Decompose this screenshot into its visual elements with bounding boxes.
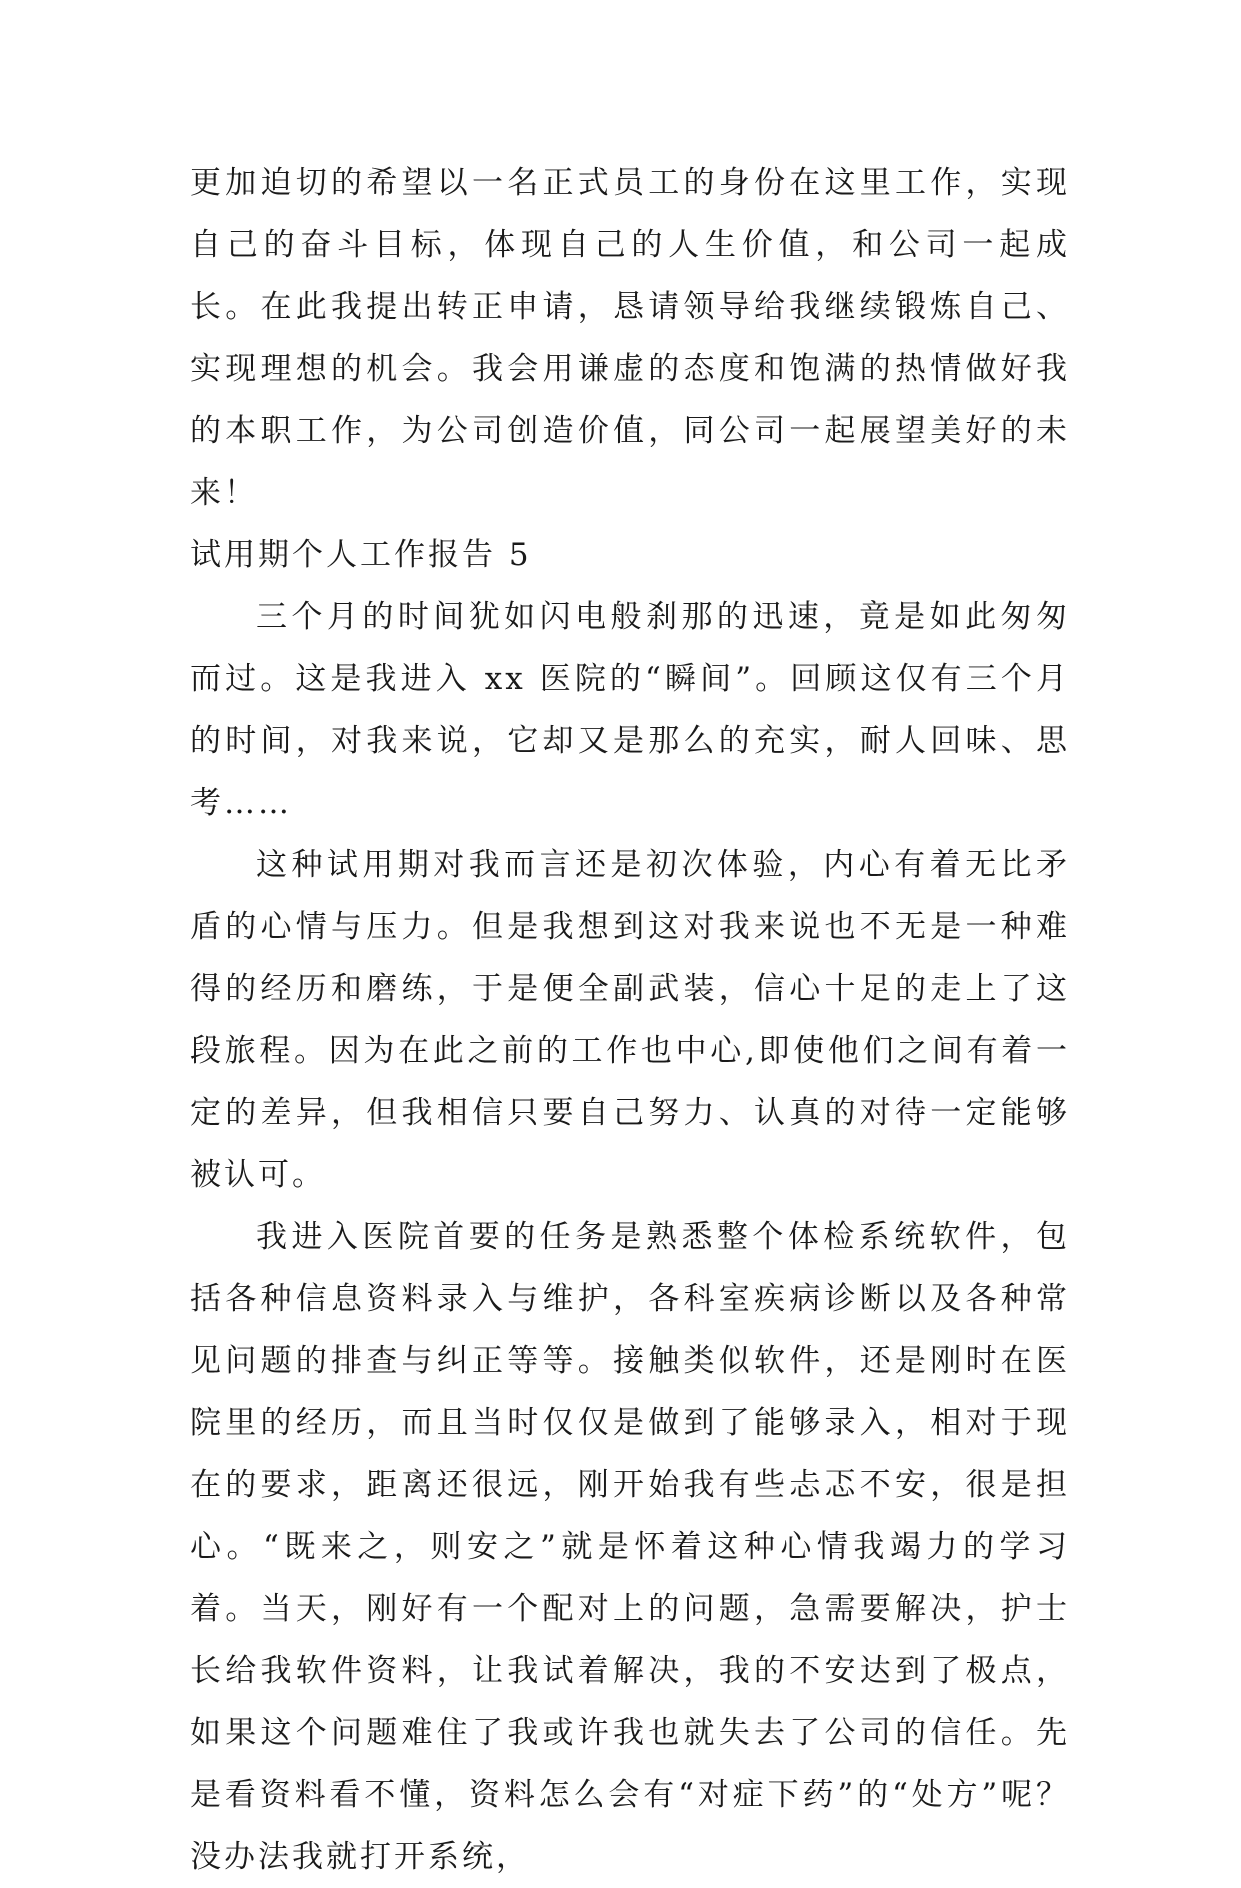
section-title: 试用期个人工作报告 5 — [190, 537, 532, 573]
intro-paragraph: 更加迫切的希望以一名正式员工的身份在这里工作，实现自己的奋斗目标，体现自己的人生价值，和公司一起成长。在此我提出转正申请，恳请领导给我继续锻炼自己、实现理想的机会。我会用谦虚的态度和饱满的热情做好我的本职工作，为公司创造价值，同公司一起展望美好的未来！ — [190, 165, 1070, 511]
document-body — [190, 152, 1070, 1888]
body-paragraph: 我进入医院首要的任务是熟悉整个体检系统软件，包括各种信息资料录入与维护，各科室疾病诊断以及各种常见问题的排查与纠正等等。接触类似软件，还是刚时在医院里的经历，而且当时仅仅是做到了能够录入，相对于现在的要求，距离还很远，刚开始我有些忐忑不安，很是担心。“既来之，则安之”就是怀着这种心情我竭力的学习着。当天，刚好有一个配对上的问题，急需要解决，护士长给我软件资料，让我试着解决，我的不安达到了极点，如果这个问题难住了我或许我也就失去了公司的信任。先是看资料看不懂，资料怎么会有“对症下药”的“处方”呢？没办法我就打开系统， — [190, 1219, 1070, 1875]
body-paragraph: 这种试用期对我而言还是初次体验，内心有着无比矛盾的心情与压力。但是我想到这对我来说也不无是一种难得的经历和磨练，于是便全副武装，信心十足的走上了这段旅程。因为在此之前的工作也中心,即使他们之间有着一定的差异，但我相信只要自己努力、认真的对待一定能够被认可。 — [190, 847, 1070, 1193]
body-paragraph: 三个月的时间犹如闪电般刹那的迅速，竟是如此匆匆而过。这是我进入 xx 医院的“瞬间”。回顾这仅有三个月的时间，对我来说，它却又是那么的充实，耐人回味、思考…… — [190, 599, 1070, 821]
